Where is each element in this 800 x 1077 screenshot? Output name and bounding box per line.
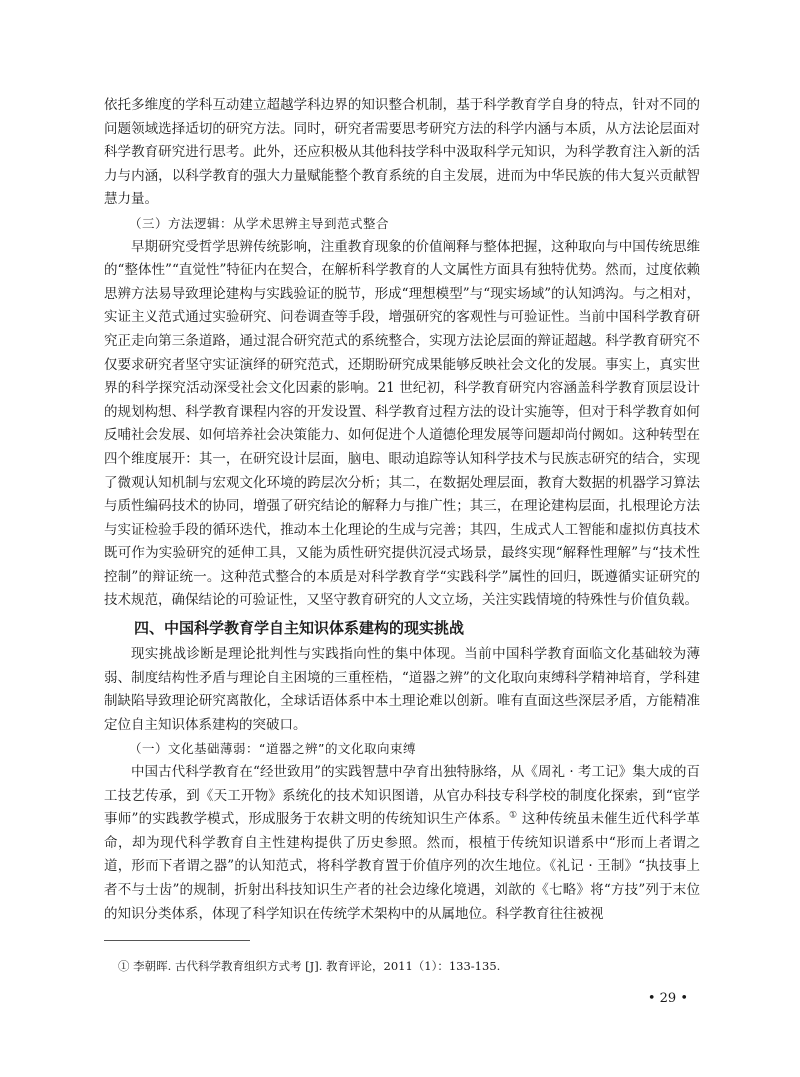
body-paragraph <box>104 761 700 926</box>
main-text-column <box>104 94 700 926</box>
footnote: ① 李朝晖. 古代科学教育组织方式考 [J]. 教育评论，2011（1）：133-135. <box>118 959 501 973</box>
body-paragraph: 现实挑战诊断是理论批判性与实践指向性的集中体现。当前中国科学教育面临文化基础较为薄弱、制度结构性矛盾与理论自主困境的三重桎梏，“道器之辨”的文化取向束缚科学精神培育，学科建制缺陷导致理论研究离散化，全球话语体系中本土理论难以创新。唯有直面这些深层矛盾，方能精准定位自主知识体系建构的突破口。 <box>104 646 700 733</box>
subsection-heading: （一）文化基础薄弱：“道器之辨”的文化取向束缚 <box>129 741 416 757</box>
footnote-divider <box>104 940 250 941</box>
subsection-heading: （三）方法逻辑：从学术思辨主导到范式整合 <box>129 215 390 231</box>
paragraph-text-after-ref: 这种传统虽未催生近代科学革命，却为现代科学教育自主性建构提供了历史参照。然而，根植于传统知识谱系中“形而上者谓之道，形而下者谓之器”的认知范式，将科学教育置于价值序列的次生地位。《礼记 · 王制》“执技事上者不与士齿”的规制，折射出科技知识生产者的社会边缘化境遇，刘歆的《七略》将“方技”列于末位的知识分类体系，体现了科学知识在传统学术架构中的从属地位。科学教育往往被视 <box>104 811 700 922</box>
page-number: • 29 • <box>647 991 688 1006</box>
section-title: 四、中国科学教育学自主知识体系建构的现实挑战 <box>134 619 465 638</box>
paragraph-text-before-ref: 中国古代科学教育在“经世致用”的实践智慧中孕育出独特脉络，从《周礼 · 考工记》集大成的百工技艺传承，到《天工开物》系统化的技术知识图谱，从官办科技专科学校的制度化探索，到“宦学事师”的实践教学模式，形成服务于农耕文明的传统知识生产体系。 <box>104 764 700 828</box>
body-paragraph: 早期研究受哲学思辨传统影响，注重教育现象的价值阐释与整体把握，这种取向与中国传统思维的“整体性”“直觉性”特征内在契合，在解析科学教育的人文属性方面具有独特优势。然而，过度依赖思辨方法易导致理论建构与实践验证的脱节，形成“理想模型”与“现实场域”的认知鸿沟。与之相对，实证主义范式通过实验研究、问卷调查等手段，增强研究的客观性与可验证性。当前中国科学教育研究正走向第三条道路，通过混合研究范式的系统整合，实现方法论层面的辩证超越。科学教育研究不仅要求研究者坚守实证演绎的研究范式，还期盼研究成果能够反映社会文化的发展。事实上，真实世界的科学探究活动深受社会文化因素的影响。21 世纪初，科学教育研究内容涵盖科学教育顶层设计的规划构想、科学教育课程内容的开发设置、科学教育过程方法的设计实施等，但对于科学教育如何反哺社会发展、如何培养社会决策能力、如何促进个人道德伦理发展等问题却尚付阙如。这种转型在四个维度展开：其一，在研究设计层面，脑电、眼动追踪等认知科学技术与民族志研究的结合，实现了微观认知机制与宏观文化环境的跨层次分析；其二，在数据处理层面，教育大数据的机器学习算法与质性编码技术的协同，增强了研究结论的解释力与推广性；其三，在理论建构层面，扎根理论方法与实证检验手段的循环迭代，推动本土化理论的生成与完善；其四，生成式人工智能和虚拟仿真技术既可作为实验研究的延伸工具，又能为质性研究提供沉浸式场景，最终实现“解释性理解”与“技术性控制”的辩证统一。这种范式整合的本质是对科学教育学“实践科学”属性的回归，既遵循实证研究的技术规范，确保结论的可验证性，又坚守教育研究的人文立场，关注实践情境的特殊性与价值负载。 <box>104 238 700 609</box>
body-paragraph: 依托多维度的学科互动建立超越学科边界的知识整合机制，基于科学教育学自身的特点，针对不同的问题领域选择适切的研究方法。同时，研究者需要思考研究方法的科学内涵与本质，从方法论层面对科学教育研究进行思考。此外，还应积极从其他科技学科中汲取科学元知识，为科学教育注入新的活力与内涵，以科学教育的强大力量赋能整个教育系统的自主发展，进而为中华民族的伟大复兴贡献智慧力量。 <box>104 97 700 208</box>
footnote-reference[interactable]: ① <box>509 810 518 821</box>
